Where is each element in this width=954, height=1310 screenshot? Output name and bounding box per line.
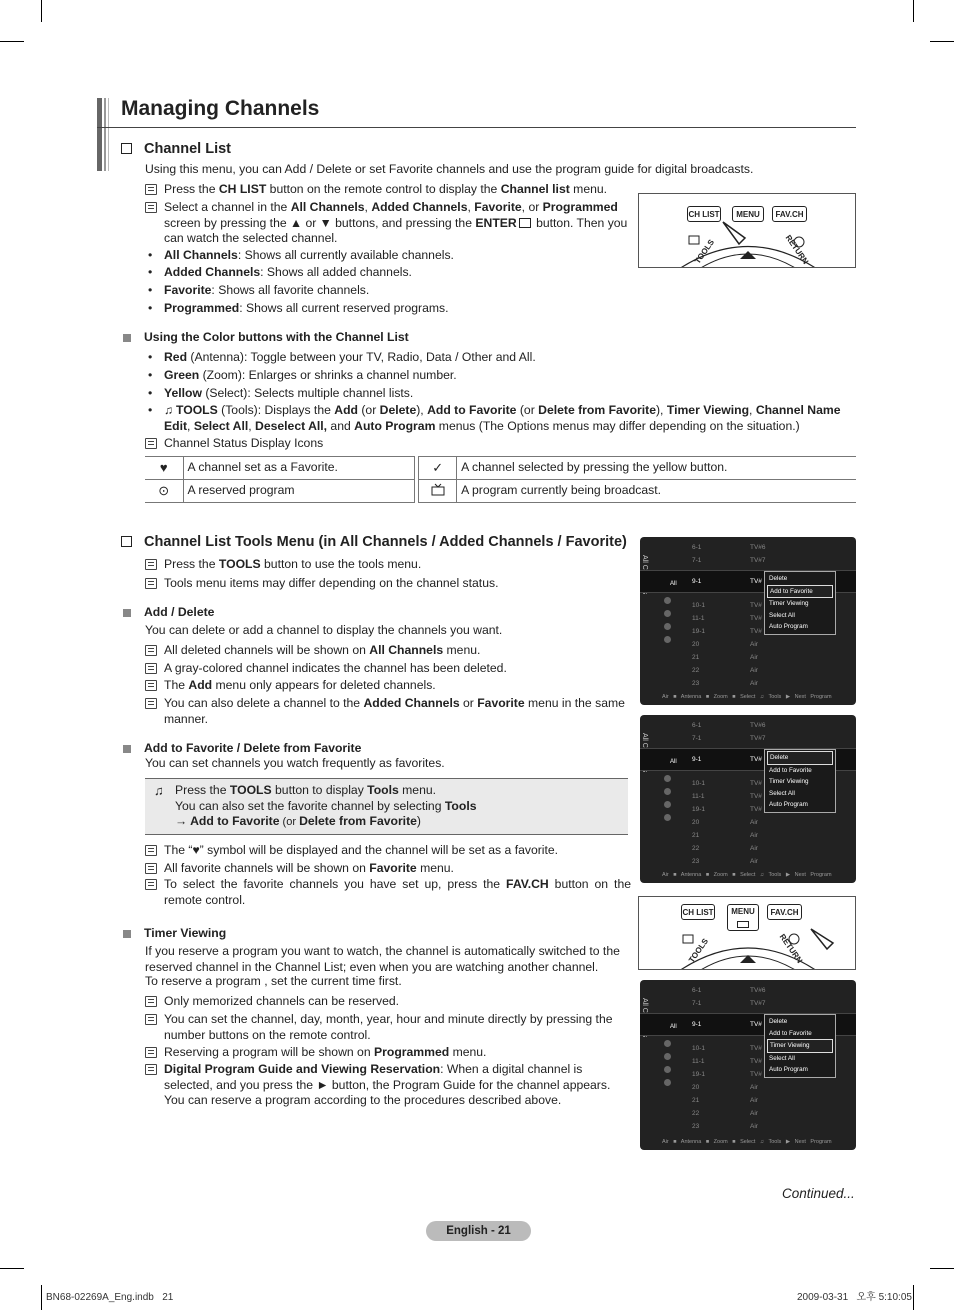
list-item: • Programmed: Shows all current reserved programs. [145, 301, 449, 317]
tools-menu-item: Timer Viewing [767, 1039, 833, 1053]
return-label: RETURN [777, 932, 805, 965]
note: Reserving a program will be shown on Programmed menu. [145, 1045, 486, 1061]
note-icon [145, 879, 157, 890]
tools-icon: ♫ [164, 403, 173, 417]
list-item: • Favorite: Shows all favorite channels. [145, 283, 369, 299]
note: Only memorized channels can be reserved. [145, 994, 399, 1010]
list-item: • All Channels: Shows all currently available channels. [145, 248, 454, 264]
heart-icon [664, 610, 671, 617]
crop-mark [913, 1285, 914, 1310]
return-label: RETURN [783, 233, 811, 266]
note-icon [145, 202, 157, 213]
status-icons-table: ♥ A channel set as a Favorite. ✓ A channel selected by pressing the yellow button. ⊙ A reserved program A program currently being broadcast. [145, 456, 856, 503]
remote-drawing [639, 897, 856, 970]
tools-menu-item: Delete [769, 1018, 788, 1025]
tools-menu-item: Select All [769, 611, 795, 619]
note: The “♥” symbol will be displayed and the channel will be set as a favorite. [145, 843, 558, 859]
section-tools-menu-title: Channel List Tools Menu (in All Channels / Added Channels / Favorite) [121, 533, 627, 551]
tools-popup-menu [764, 749, 836, 813]
screen-footer: Air ■ Antenna ■ Zoom ■ Select ♫ Tools ▶ Next Program [662, 872, 832, 878]
note-icon [145, 578, 157, 589]
list-item: • Yellow (Select): Selects multiple channel lists. [145, 386, 413, 402]
note-icon [145, 663, 157, 674]
tools-menu-item: Add to Favorite [769, 766, 812, 774]
favorite-title: Add to Favorite / Delete from Favorite [121, 741, 361, 757]
timer-desc2: To reserve a program , set the current time first. [145, 974, 402, 988]
crop-mark [0, 41, 24, 42]
note-icon [145, 996, 157, 1007]
list-item: • ♫ TOOLS (Tools): Displays the Add (or Delete), Add to Favorite (or Delete from Favorite), Timer Viewing, Channel Name Edit, Select All, Deselect All, and Auto Program menus (The Options menus may differ depending on the situation.) [145, 403, 857, 434]
add-delete-desc: You can delete or add a channel to display the channels you want. [145, 623, 503, 637]
note-ch-list: Press the CH LIST button on the remote control to display the Channel list menu. [145, 182, 625, 198]
tools-popup-menu [764, 571, 836, 635]
note-icon [145, 184, 157, 195]
page-number: English - 21 [426, 1221, 531, 1241]
tools-menu-item: Add to Favorite [767, 585, 833, 599]
list-item: • Green (Zoom): Enlarges or shrinks a channel number. [145, 368, 457, 384]
crop-mark [930, 41, 954, 42]
tools-label: TOOLS [686, 936, 711, 965]
heart-icon [664, 788, 671, 795]
antenna-icon [664, 597, 671, 604]
note-icon [145, 559, 157, 570]
tv-channel-list-screen: All 6-1 TV#6 7-1 TV#7 9-1 TV# 10-1 TV# 11-1 TV# 19-1 TV# 20 Air 21 Air 22 Air 23 Air Delete Add to Favorite Timer Viewing Select All Auto Program Air ■ Antenna ■ Zoom ■ Select ♫ Tools ▶ Next Program [640, 980, 856, 1150]
note: All favorite channels will be shown on Favorite menu. [145, 861, 454, 877]
all-label: All [670, 1024, 677, 1030]
tv-icon [419, 480, 457, 503]
crop-mark [0, 1268, 24, 1269]
note-icon [145, 1014, 157, 1025]
title-bars [97, 98, 111, 171]
imprint-file: BN68-02269A_Eng.indb 21 [46, 1292, 174, 1303]
tv-channel-list-screen: All 6-1 TV#6 7-1 TV#7 9-1 TV# 10-1 TV# 11-1 TV# 19-1 TV# 20 Air 21 Air 22 Air 23 Air Delete Add to Favorite Timer Viewing Select All Auto Program Air ■ Antenna ■ Zoom ■ Select ♫ Tools ▶ Next Program [640, 537, 856, 705]
note: Digital Program Guide and Viewing Reservation: When a digital channel is selected, and you press the ► button, the Program Guide for the channel appears. You can reserve a program according to the procedures described above. [145, 1062, 623, 1109]
tools-menu-item: Add to Favorite [769, 1029, 812, 1037]
color-buttons-title: Using the Color buttons with the Channel List [121, 330, 409, 346]
ch-list-button: CH LIST [687, 206, 721, 222]
tools-menu-item: Auto Program [769, 1066, 808, 1073]
note-icon [145, 845, 157, 856]
menu-button: MENU [727, 904, 759, 931]
tv-icon [664, 814, 671, 821]
note-status-icons: Channel Status Display Icons [145, 436, 323, 452]
tools-popup-menu [764, 1014, 836, 1078]
favorite-desc: You can set channels you watch frequently as favorites. [145, 756, 445, 770]
section-channel-list-title: Channel List [121, 140, 231, 158]
note-icon [145, 645, 157, 656]
imprint-date: 2009-03-31 오후 5:10:05 [797, 1292, 912, 1303]
remote-illustration [638, 193, 856, 268]
tv-icon [664, 636, 671, 643]
antenna-icon [664, 775, 671, 782]
enter-icon [519, 218, 531, 228]
tv-channel-list-screen: All 6-1 TV#6 7-1 TV#7 9-1 TV# 10-1 TV# 11-1 TV# 19-1 TV# 20 Air 21 Air 22 Air 23 Air Delete Add to Favorite Timer Viewing Select All Auto Program Air ■ Antenna ■ Zoom ■ Select ♫ Tools ▶ Next Program [640, 715, 856, 883]
clock-icon [664, 1066, 671, 1073]
section-intro: Using this menu, you can Add / Delete or set Favorite channels and use the program guide for digital broadcasts. [145, 162, 754, 176]
clock-icon [664, 801, 671, 808]
antenna-icon [664, 1040, 671, 1047]
fav-ch-button: FAV.CH [772, 206, 807, 222]
note-icon [145, 1047, 157, 1058]
note: A gray-colored channel indicates the channel has been deleted. [145, 661, 507, 677]
note-select-channel: Select a channel in the All Channels, Added Channels, Favorite, or Programmed screen by pressing the ▲ or ▼ buttons, and pressing the ENTER button. Then you can watch the selected channel. [145, 200, 633, 247]
note: All deleted channels will be shown on All Channels menu. [145, 643, 480, 659]
add-delete-title: Add / Delete [121, 605, 214, 621]
tools-shortcut-box: ♫ Press the TOOLS button to display Tools menu. You can also set the favorite channel by selecting Tools → Add to Favorite (or Delete from Favorite) [145, 778, 628, 835]
tools-menu-item: Delete [767, 751, 833, 765]
tools-menu-item: Timer Viewing [769, 600, 809, 607]
continued-label: Continued... [782, 1186, 855, 1201]
tv-icon [664, 1079, 671, 1086]
timer-title: Timer Viewing [121, 926, 226, 942]
note: To select the favorite channels you have set up, press the FAV.CH button on the remote control. [145, 877, 631, 908]
title-rule [97, 127, 856, 128]
list-item: • Red (Antenna): Toggle between your TV, Radio, Data / Other and All. [145, 350, 536, 366]
remote-drawing [639, 194, 856, 268]
timer-desc: If you reserve a program you want to watch, the channel is automatically switched to the reserved channel in the Channel List; even when you are watching another channel. [145, 944, 620, 974]
tools-icon: ♫ [154, 783, 164, 798]
note-icon [145, 680, 157, 691]
note: You can also delete a channel to the Added Channels or Favorite menu in the same manner. [145, 696, 632, 727]
note: You can set the channel, day, month, year, hour and minute directly by pressing the number buttons on the remote control. [145, 1012, 623, 1043]
crop-mark [930, 1268, 954, 1269]
tools-menu-item: Auto Program [769, 801, 808, 808]
tools-menu-item: Select All [769, 789, 795, 797]
crop-mark [41, 0, 42, 22]
note-tools-button: Press the TOOLS button to use the tools menu. [145, 557, 421, 573]
list-item: • Added Channels: Shows all added channels. [145, 265, 412, 281]
heart-icon: ♥ [145, 457, 183, 480]
crop-mark [913, 0, 914, 22]
menu-button: MENU [732, 206, 764, 222]
fav-ch-button: FAV.CH [767, 904, 802, 920]
remote-illustration-2 [638, 896, 856, 970]
note-tools-differ: Tools menu items may differ depending on the channel status. [145, 576, 498, 592]
tools-menu-item: Select All [769, 1054, 795, 1062]
all-label: All [670, 759, 677, 765]
ch-list-button: CH LIST [681, 904, 715, 920]
tools-menu-item: Auto Program [769, 623, 808, 630]
screen-footer: Air ■ Antenna ■ Zoom ■ Select ♫ Tools ▶ Next Program [662, 1139, 832, 1145]
clock-icon [664, 623, 671, 630]
note: The Add menu only appears for deleted channels. [145, 678, 436, 694]
crop-mark [41, 1285, 42, 1310]
heart-icon [664, 1053, 671, 1060]
all-label: All [670, 581, 677, 587]
tools-menu-item: Timer Viewing [769, 778, 809, 785]
note-icon [145, 1064, 157, 1075]
note-icon [145, 863, 157, 874]
screen-footer: Air ■ Antenna ■ Zoom ■ Select ♫ Tools ▶ Next Program [662, 694, 832, 700]
clock-icon: ⊙ [145, 480, 183, 503]
note-icon [145, 698, 157, 709]
note-icon [145, 438, 157, 449]
check-icon: ✓ [419, 457, 457, 480]
tools-label: TOOLS [692, 237, 717, 266]
tools-menu-item: Delete [769, 575, 788, 582]
page-title: Managing Channels [121, 97, 320, 120]
